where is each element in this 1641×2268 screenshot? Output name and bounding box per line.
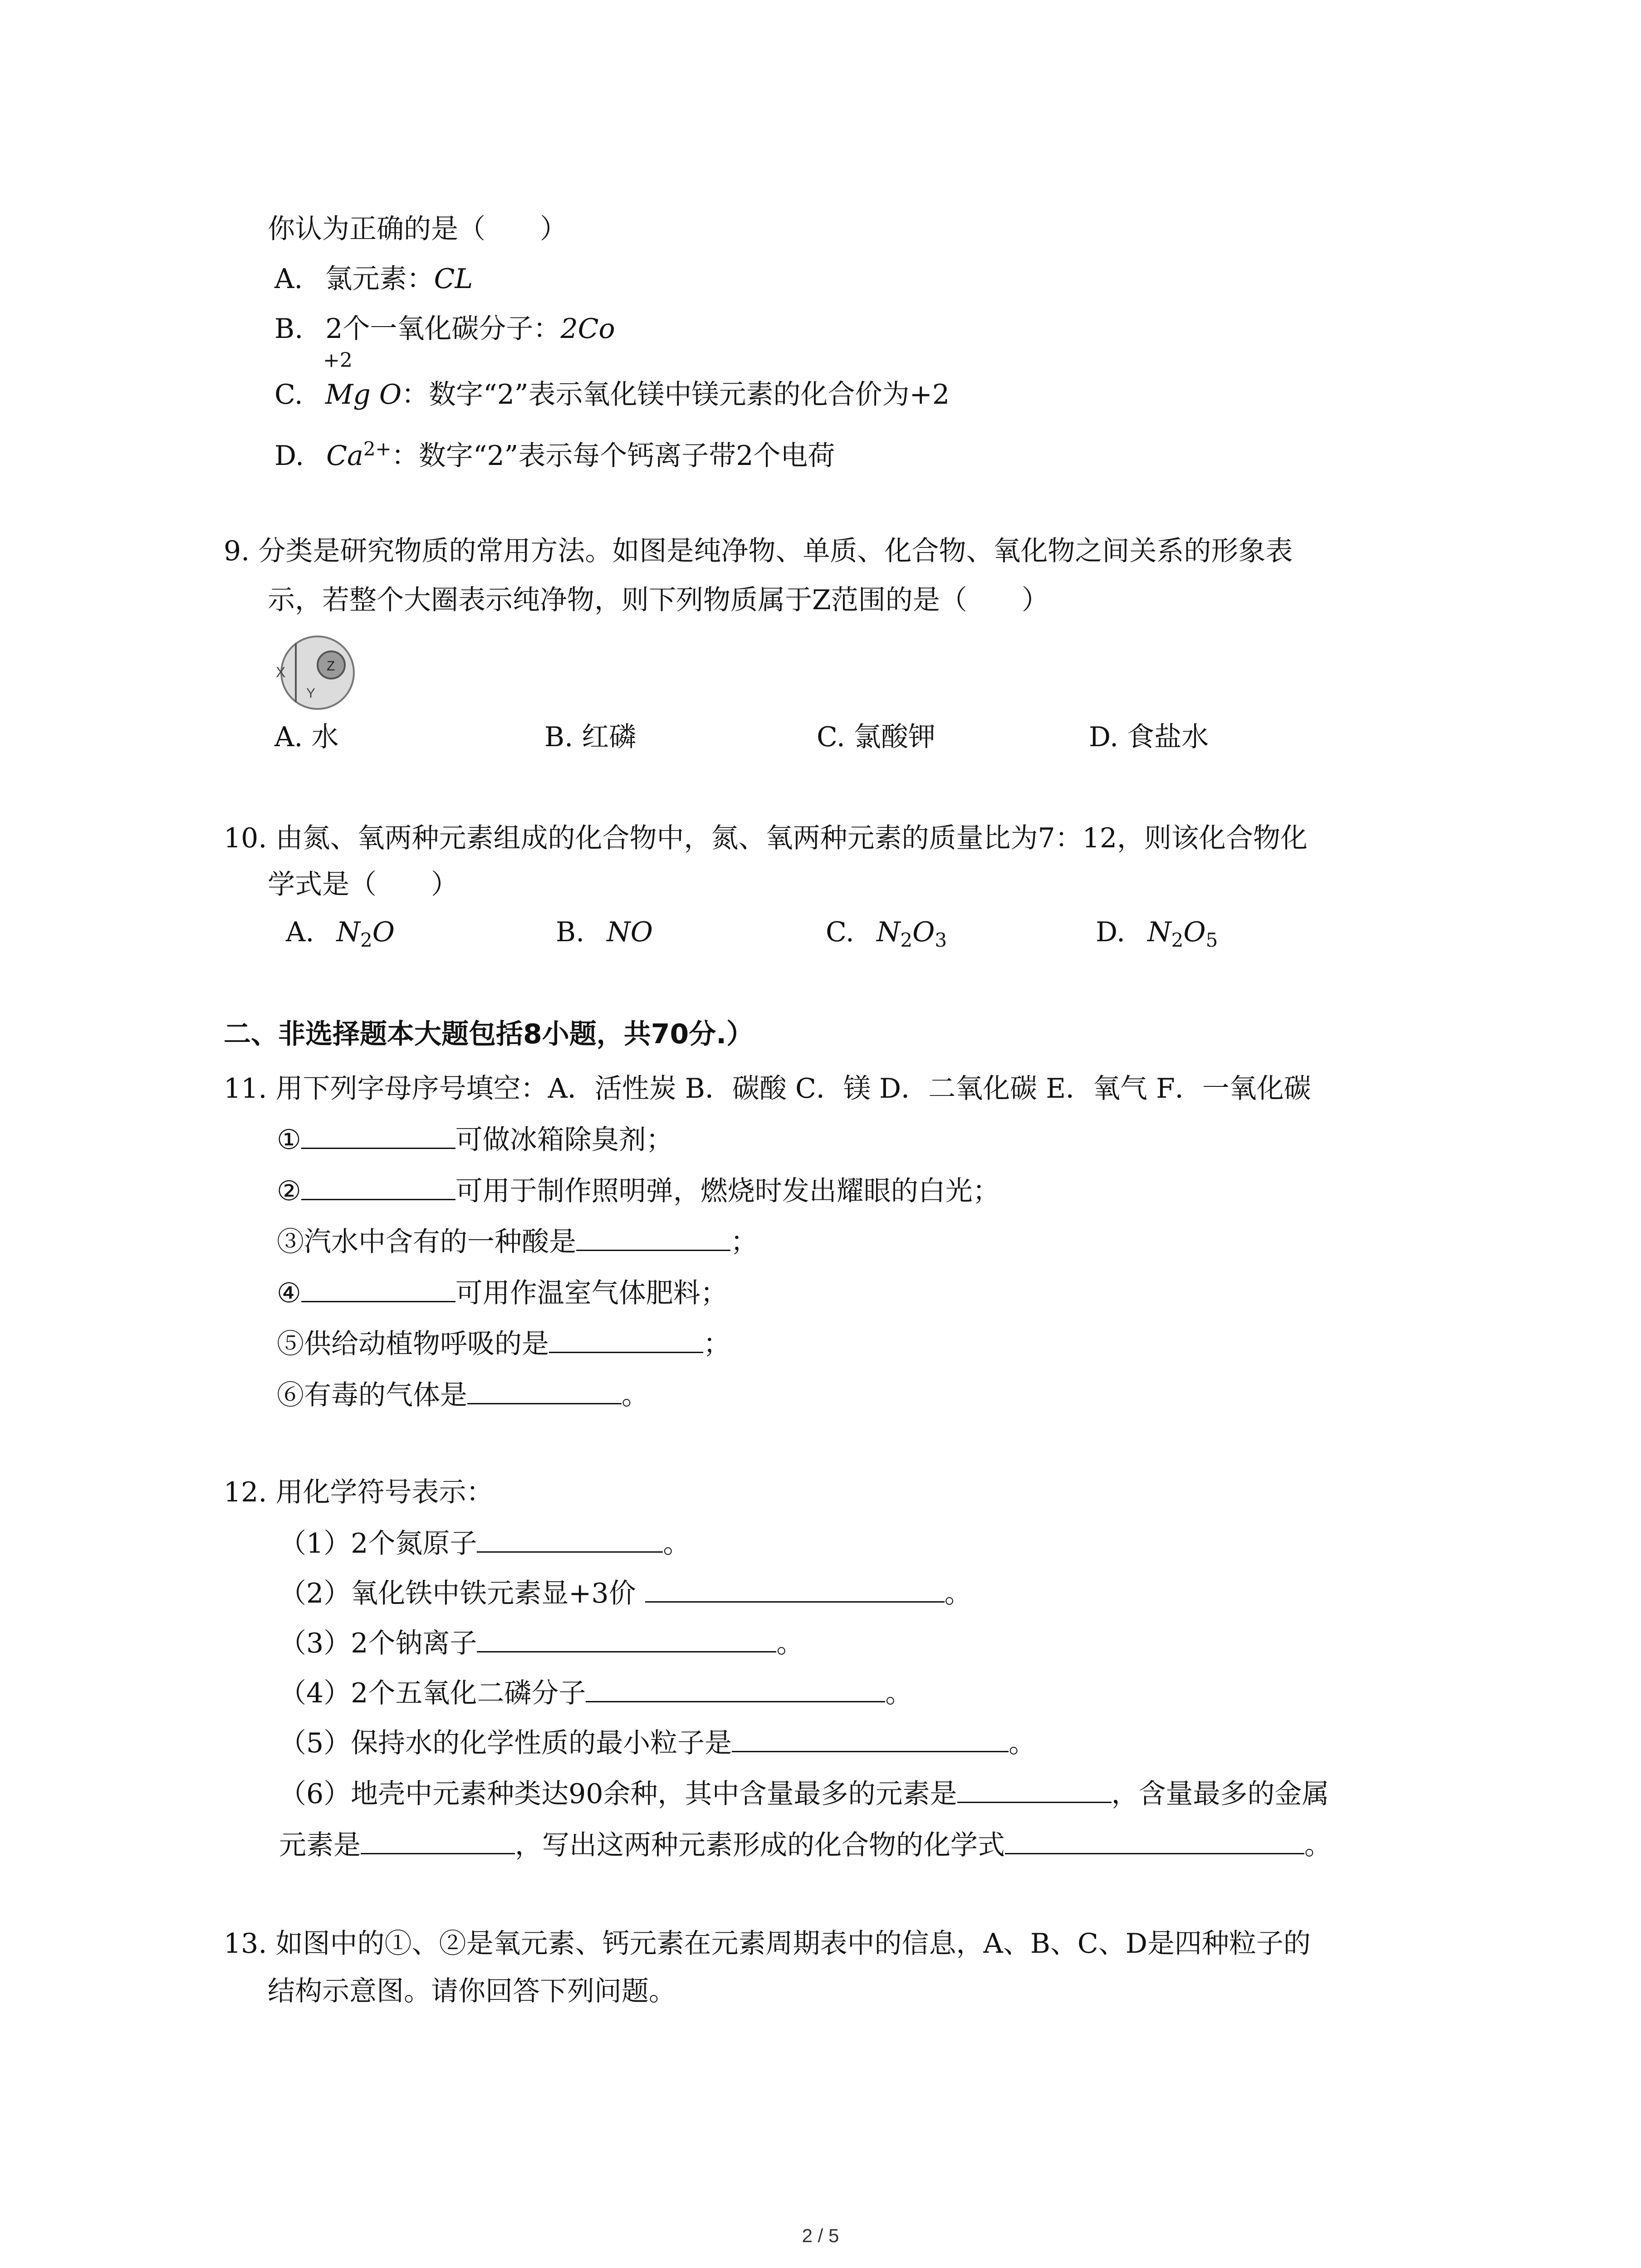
q12-item-4: （4）2个五氧化二磷分子 。 xyxy=(279,1674,912,1711)
q12-blank-6b[interactable] xyxy=(361,1826,515,1854)
q8-option-a: A. 氯元素：CL xyxy=(274,263,473,295)
q11-blank-5[interactable] xyxy=(549,1325,703,1353)
q9-option-d: D. 食盐水 xyxy=(1089,721,1209,753)
q11-item-5: ⑤供给动植物呼吸的是 ； xyxy=(277,1325,730,1362)
page-number: 2 / 5 xyxy=(802,2225,839,2246)
q12-item-3: （3）2个钠离子 。 xyxy=(279,1624,803,1662)
label-x: X xyxy=(276,664,286,680)
q10-stem-line2: 学式是（ ） xyxy=(268,869,458,900)
q11-item-6: ⑥有毒的气体是 。 xyxy=(277,1376,649,1413)
q10-stem-line1: 10. 由氮、氧两种元素组成的化合物中，氮、氧两种元素的质量比为7：12，则该化合物化 xyxy=(224,822,1308,854)
q11-blank-6[interactable] xyxy=(467,1376,622,1404)
q11-item-2: ② 可用于制作照明弹，燃烧时发出耀眼的白光； xyxy=(277,1172,1000,1209)
label-z: Z xyxy=(327,659,335,674)
q9-option-a: A. 水 xyxy=(274,721,339,753)
q12-blank-3[interactable] xyxy=(477,1624,776,1652)
q12-blank-2[interactable] xyxy=(645,1574,945,1603)
q12-blank-5[interactable] xyxy=(732,1724,1009,1752)
q11-blank-3[interactable] xyxy=(576,1222,730,1251)
q11-stem: 11. 用下列字母序号填空：A．活性炭 B．碳酸 C．镁 D．二氧化碳 E．氧气 F．一氧化碳 xyxy=(224,1073,1311,1105)
q12-item-1: （1）2个氮原子 。 xyxy=(279,1524,690,1562)
q12-item-6: （6）地壳中元素种类达90余种，其中含量最多的元素是 ，含量最多的金属 xyxy=(279,1774,1329,1812)
q12-blank-6c[interactable] xyxy=(1005,1826,1304,1854)
q10-option-c: C. $N_2O_3$ xyxy=(826,916,947,951)
q10-option-b: B. NO xyxy=(556,916,653,948)
q9-option-c: C. 氯酸钾 xyxy=(817,721,936,753)
q12-item-2: （2）氧化铁中铁元素显+3价 。 xyxy=(279,1574,972,1612)
q11-item-3: ③汽水中含有的一种酸是 ； xyxy=(277,1222,758,1260)
q12-blank-1[interactable] xyxy=(477,1524,663,1553)
q9-option-b: B. 红磷 xyxy=(544,721,637,753)
classification-venn-diagram xyxy=(268,634,367,711)
q12-stem: 12. 用化学符号表示： xyxy=(224,1476,494,1508)
q10-option-d: D. $N_2O_5$ xyxy=(1096,916,1218,951)
q8-option-d: D. $Ca^{2+}$：数字“2”表示每个钙离子带2个电荷 xyxy=(274,438,835,472)
q11-blank-4[interactable] xyxy=(301,1274,456,1302)
q8-option-b: B. 2个一氧化碳分子：2Co xyxy=(274,313,615,345)
q9-stem-line1: 9. 分类是研究物质的常用方法。如图是纯净物、单质、化合物、氧化物之间关系的形象表 xyxy=(224,535,1293,567)
q12-blank-4[interactable] xyxy=(586,1674,885,1702)
section-2-title: 二、非选择题本大题包括8小题，共70分.） xyxy=(224,1018,754,1050)
q12-item-5: （5）保持水的化学性质的最小粒子是 。 xyxy=(279,1724,1036,1761)
q13-stem-line1: 13. 如图中的①、②是氧元素、钙元素在元素周期表中的信息，A、B、C、D是四种粒子的 xyxy=(224,1928,1311,1960)
q8-stem: 你认为正确的是（ ） xyxy=(268,213,567,245)
q13-stem-line2: 结构示意图。请你回答下列问题。 xyxy=(268,1975,676,2007)
q9-stem-line2: 示，若整个大圈表示纯净物，则下列物质属于Z范围的是（ ） xyxy=(268,584,1049,616)
q8-option-c: C. Mg O：数字“2”表示氧化镁中镁元素的化合价为+2 xyxy=(274,379,950,411)
q12-blank-6a[interactable] xyxy=(957,1774,1112,1803)
q11-item-4: ④ 可用作温室气体肥料； xyxy=(277,1274,728,1311)
label-y: Y xyxy=(306,686,316,701)
q8-valence-superscript: +2 xyxy=(323,349,353,372)
q12-item-6-cont: 元素是 ，写出这两种元素形成的化合物的化学式 。 xyxy=(279,1826,1332,1863)
q10-option-a: A. $N_2O$ xyxy=(286,916,395,951)
q11-blank-1[interactable] xyxy=(301,1120,456,1149)
q11-blank-2[interactable] xyxy=(301,1172,456,1200)
q11-item-1: ① 可做冰箱除臭剂； xyxy=(277,1120,673,1158)
